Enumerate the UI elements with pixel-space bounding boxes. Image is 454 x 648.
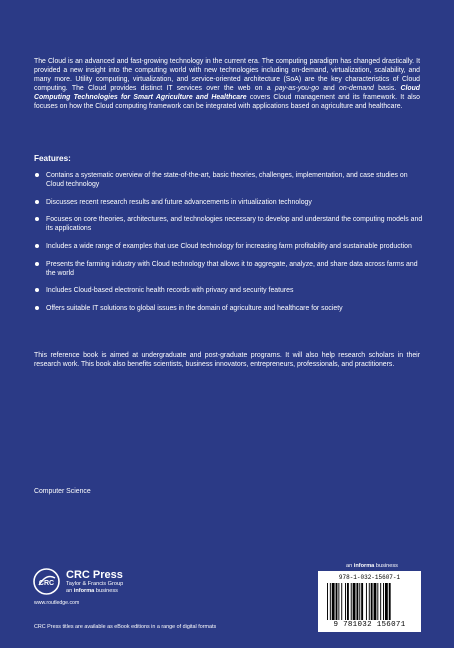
- feature-item: [34, 304, 424, 313]
- barcode-box: [318, 571, 421, 632]
- feature-item: [34, 286, 424, 295]
- barcode-icon: [327, 583, 412, 620]
- barcode-bar: [332, 583, 335, 620]
- barcode-bar: [385, 583, 388, 620]
- bullet-icon: [35, 173, 39, 177]
- informa-prefix: an: [346, 563, 354, 569]
- barcode-bar: [366, 583, 367, 620]
- closing-paragraph: This reference book is aimed at undergraduate and post-graduate programs. It will also help research scholars in their research work. This book also benefits scientists, business innovators, entrepreneurs, professionals, and practitioners.: [34, 352, 420, 369]
- intro-paragraph: [34, 57, 420, 112]
- barcode-bar: [380, 583, 381, 620]
- barcode-bar: [374, 583, 377, 620]
- isbn-number: 978-1-032-15607-1: [338, 574, 401, 581]
- logo-letters: CRC: [38, 580, 55, 587]
- feature-text: Offers suitable IT solutions to global issues in the domain of agriculture and healthcare for society: [46, 304, 343, 312]
- bullet-icon: [35, 200, 39, 204]
- book-title-inline: Cloud Computing Technologies for Smart Agriculture and Healthcare: [34, 85, 420, 102]
- features-heading: Features:: [34, 154, 71, 163]
- features-list: [34, 171, 424, 321]
- intro-text-3: basis.: [373, 85, 401, 93]
- bullet-icon: [35, 288, 39, 292]
- barcode-bar: [359, 583, 360, 620]
- intro-text-4: covers Cloud management and its framework. It also focuses on how the Cloud computing framework can be integrated with applications based on agriculture and healthcare.: [34, 94, 420, 111]
- barcode-bar: [338, 583, 339, 620]
- barcode-bar: [389, 583, 391, 620]
- informa-bold: informa: [353, 563, 375, 569]
- feature-text: Includes Cloud-based electronic health records with privacy and security features: [46, 287, 294, 295]
- crc-logo-icon: [33, 568, 60, 595]
- barcode-bar: [371, 583, 373, 620]
- barcode-bar: [341, 583, 342, 620]
- barcode-digits: 9 781032 156071: [333, 621, 406, 629]
- biz-suffix: business: [94, 588, 118, 594]
- barcode-bar: [377, 583, 378, 620]
- feature-text: Presents the farming industry with Cloud technology that allows it to aggregate, analyze, and share data across farms and the world: [46, 260, 418, 277]
- barcode-bar: [383, 583, 384, 620]
- barcode-bar: [336, 583, 338, 620]
- ebook-footnote: CRC Press titles are available as eBook editions in a range of digital formats: [34, 624, 217, 630]
- feature-text: Discusses recent research results and future advancements in virtualization technology: [46, 198, 312, 206]
- feature-item: [34, 260, 424, 278]
- feature-item: [34, 242, 424, 251]
- feature-item: [34, 215, 424, 233]
- barcode-bar: [356, 583, 358, 620]
- publisher-informa: [66, 588, 123, 595]
- feature-text: Contains a systematic overview of the state-of-the-art, basic theories, challenges, implementation, and case studies on Cloud technology: [46, 172, 408, 189]
- intro-em-on-demand: on-demand: [339, 85, 374, 93]
- intro-text-2: and: [318, 85, 339, 93]
- feature-text: Includes a wide range of examples that use Cloud technology for increasing farm profitability and sustainable production: [46, 242, 412, 250]
- bullet-icon: [35, 217, 39, 221]
- barcode-bar: [330, 583, 331, 620]
- intro-text-1: The Cloud is an advanced and fast-growing technology in the current era. The computing paradigm has changed drastically. It provided a new insight into the computing world with new technologies including on-demand, virtualization, scalability, and many more. Utility computing, virtualization, and service-oriented architecture (SoA) are the key characteristics of Cloud computing. The Cloud provides distinct IT services over the web on a: [34, 58, 420, 93]
- barcode-bar: [327, 583, 328, 620]
- subject-category: Computer Science: [34, 488, 91, 495]
- feature-item: [34, 198, 424, 207]
- biz-bold: informa: [73, 588, 95, 594]
- biz-prefix: an: [66, 588, 74, 594]
- feature-item: [34, 171, 424, 189]
- publisher-website: www.routledge.com: [34, 600, 80, 606]
- barcode-bar: [351, 583, 352, 620]
- informa-suffix: business: [374, 563, 398, 569]
- publisher-group: Taylor & Francis Group: [66, 581, 124, 587]
- intro-em-pay-as-you-go: pay-as-you-go: [274, 85, 319, 93]
- barcode-bar: [353, 583, 356, 620]
- barcode-bar: [347, 583, 349, 620]
- publisher-name: CRC Press: [66, 569, 123, 581]
- bullet-icon: [35, 262, 39, 266]
- bullet-icon: [35, 306, 39, 310]
- bullet-icon: [35, 244, 39, 248]
- informa-business-tag: [346, 563, 398, 569]
- publisher-block: [66, 569, 123, 595]
- feature-text: Focuses on core theories, architectures, and technologies necessary to develop and understand the computing models and its applications: [46, 216, 423, 233]
- barcode-bar: [361, 583, 363, 620]
- barcode-bar: [345, 583, 346, 620]
- barcode-bar: [369, 583, 370, 620]
